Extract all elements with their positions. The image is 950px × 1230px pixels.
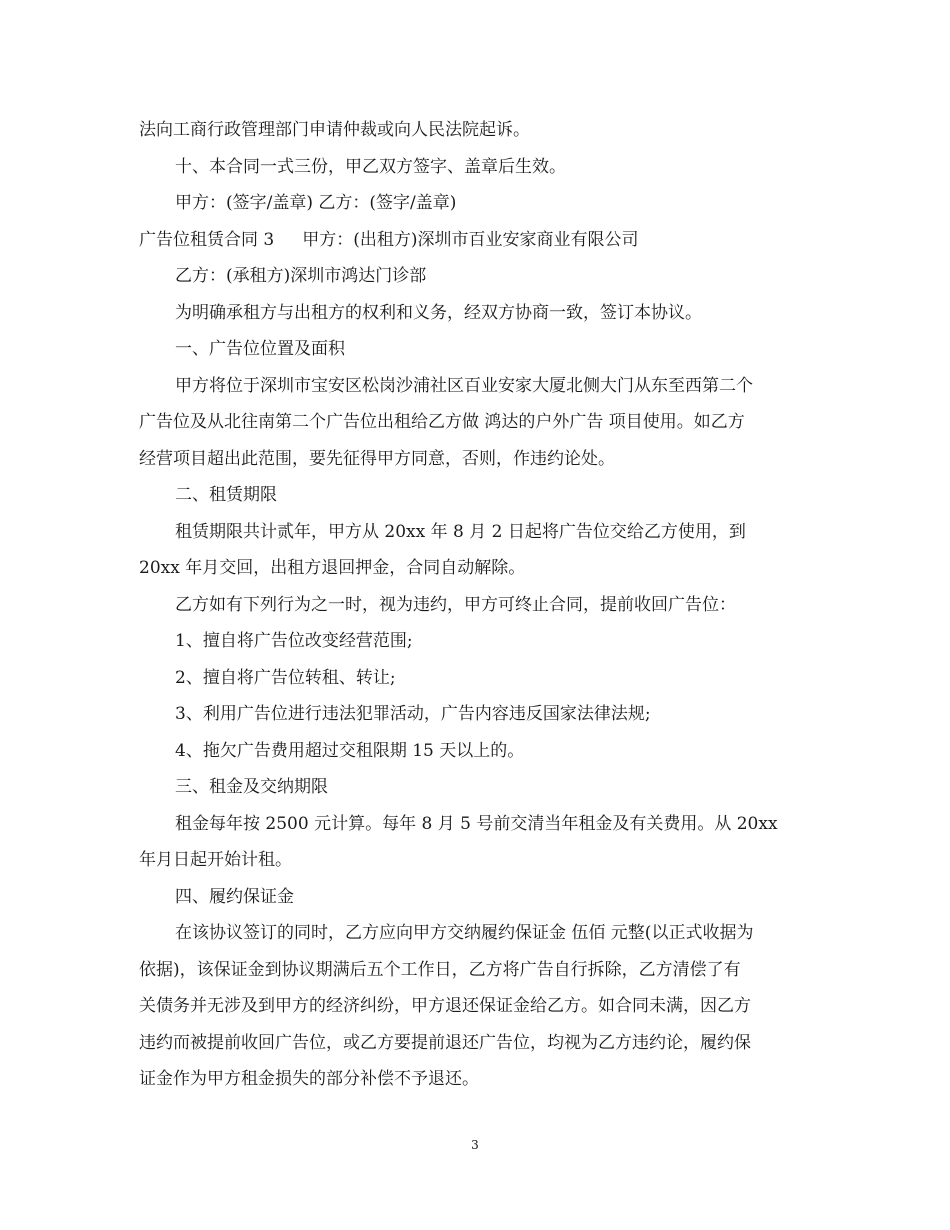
paragraph-line: 租赁期限共计贰年，甲方从 20xx 年 8 月 2 日起将广告位交给乙方使用，到 <box>175 521 746 542</box>
party-b-line: 乙方：(承租方)深圳市鸿达门诊部 <box>175 266 427 286</box>
paragraph-line: 甲方将位于深圳市宝安区松岗沙浦社区百业安家大厦北侧大门从东至西第二个 <box>175 375 753 396</box>
section-heading: 三、租金及交纳期限 <box>175 777 328 797</box>
paragraph-line: 依据)，该保证金到协议期满后五个工作日，乙方将广告自行拆除，乙方清偿了有 <box>139 959 741 980</box>
contract-header-line <box>139 222 814 259</box>
paragraph-line: 20xx 年月交回，出租方退回押金，合同自动解除。 <box>139 558 526 578</box>
paragraph-line: 证金作为甲方租金损失的部分补偿不予退还。 <box>139 1069 479 1089</box>
paragraph-line: 乙方如有下列行为之一时，视为违约，甲方可终止合同，提前收回广告位： <box>175 594 736 615</box>
party-a-label: 甲方：(出租方)深圳市百业安家商业有限公司 <box>302 229 639 250</box>
section-heading: 一、广告位位置及面积 <box>175 339 345 359</box>
contract-title: 广告位租赁合同 3 <box>139 229 275 250</box>
paragraph-line: 经营项目超出此范围，要先征得甲方同意，否则，作违约论处。 <box>139 448 615 469</box>
document-body <box>139 112 814 1098</box>
page-number: 3 <box>471 1138 479 1152</box>
list-item: 3、利用广告位进行违法犯罪活动，广告内容违反国家法律法规; <box>175 704 651 724</box>
list-item: 2、擅自将广告位转租、转让; <box>175 667 396 688</box>
section-heading: 四、履约保证金 <box>175 886 294 907</box>
paragraph-line: 违约而被提前收回广告位，或乙方要提前退还广告位，均视为乙方违约论，履约保 <box>139 1032 751 1053</box>
paragraph-line: 租金每年按 2500 元计算。每年 8 月 5 号前交清当年租金及有关费用。从 20xx <box>175 813 778 834</box>
paragraph-line: 十、本合同一式三份，甲乙双方签字、盖章后生效。 <box>175 156 566 177</box>
paragraph-line: 法向工商行政管理部门申请仲裁或向人民法院起诉。 <box>139 120 530 140</box>
paragraph-line: 在该协议签订的同时，乙方应向甲方交纳履约保证金 伍佰 元整(以正式收据为 <box>175 923 754 943</box>
paragraph-line: 年月日起开始计租。 <box>139 850 292 870</box>
paragraph-line: 广告位及从北往南第二个广告位出租给乙方做 鸿达的户外广告 项目使用。如乙方 <box>139 412 745 432</box>
paragraph-line: 关债务并无涉及到甲方的经济纠纷，甲方退还保证金给乙方。如合同未满，因乙方 <box>139 996 751 1016</box>
paragraph-line: 为明确承租方与出租方的权利和义务，经双方协商一致，签订本协议。 <box>175 302 702 323</box>
list-item: 1、擅自将广告位改变经营范围; <box>175 631 413 651</box>
section-heading: 二、租赁期限 <box>175 485 277 505</box>
signature-line: 甲方：(签字/盖章) 乙方：(签字/盖章) <box>175 193 457 213</box>
list-item: 4、拖欠广告费用超过交租限期 15 天以上的。 <box>175 740 525 761</box>
